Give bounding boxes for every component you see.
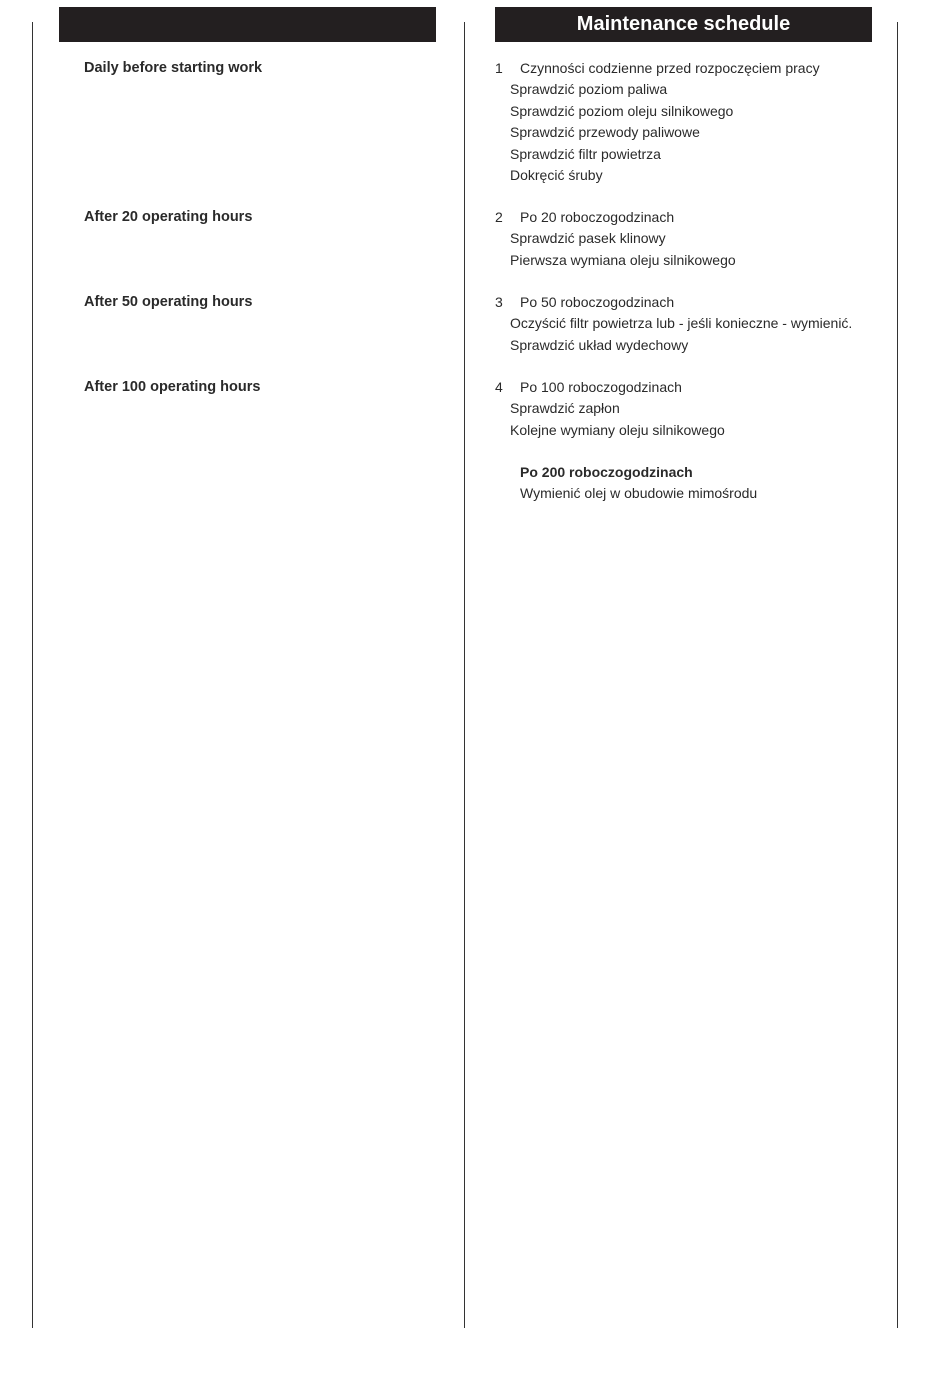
pl-section-title-row	[495, 292, 875, 313]
pl-section-title-row	[495, 207, 875, 228]
pl-list-item: Sprawdzić pasek klinowy	[510, 230, 666, 247]
pl-section-number: 2	[495, 209, 503, 225]
en-heading-20h: After 20 operating hours	[84, 209, 253, 225]
english-header-bar	[59, 7, 436, 42]
pl-list-item: Sprawdzić poziom paliwa	[510, 81, 668, 98]
pl-list-item: Oczyścić filtr powietrza lub - jeśli konieczne - wymienić.	[510, 315, 853, 332]
right-border-line	[897, 22, 898, 1328]
pl-list-item: Sprawdzić układ wydechowy	[510, 336, 689, 353]
pl-list-item: Sprawdzić przewody paliwowe	[510, 124, 700, 141]
pl-list-item: Sprawdzić zapłon	[510, 400, 620, 417]
pl-extra-item: Wymienić olej w obudowie mimośrodu	[520, 485, 758, 502]
pl-extra-title: Po 200 roboczogodzinach	[520, 464, 693, 480]
pl-section-4	[495, 377, 875, 441]
column-divider-line	[464, 22, 465, 1328]
en-heading-50h: After 50 operating hours	[84, 294, 253, 310]
polish-header-bar: Maintenance schedule	[495, 7, 872, 42]
pl-section-2	[495, 207, 875, 271]
pl-section-3	[495, 292, 875, 356]
pl-list-item: Sprawdzić filtr powietrza	[510, 145, 661, 162]
pl-section-title: Po 100 roboczogodzinach	[520, 379, 682, 395]
pl-section-title-row	[495, 377, 875, 398]
left-border-line	[32, 22, 33, 1328]
en-heading-100h: After 100 operating hours	[84, 379, 261, 395]
pl-section-title: Czynności codzienne przed rozpoczęciem pracy	[520, 60, 820, 76]
pl-section-200h	[495, 462, 875, 505]
pl-section-title: Po 20 roboczogodzinach	[520, 209, 675, 225]
en-heading-daily: Daily before starting work	[84, 60, 263, 76]
pl-section-1	[495, 58, 875, 186]
pl-section-number: 3	[495, 294, 503, 310]
pl-section-title-row	[495, 58, 875, 79]
pl-list-item: Sprawdzić poziom oleju silnikowego	[510, 102, 734, 119]
pl-section-number: 4	[495, 379, 503, 395]
pl-list-item: Pierwsza wymiana oleju silnikowego	[510, 251, 736, 268]
pl-list-item: Dokręcić śruby	[510, 167, 603, 184]
pl-list-item: Kolejne wymiany oleju silnikowego	[510, 421, 725, 438]
pl-section-title: Po 50 roboczogodzinach	[520, 294, 675, 310]
pl-section-number: 1	[495, 60, 503, 76]
